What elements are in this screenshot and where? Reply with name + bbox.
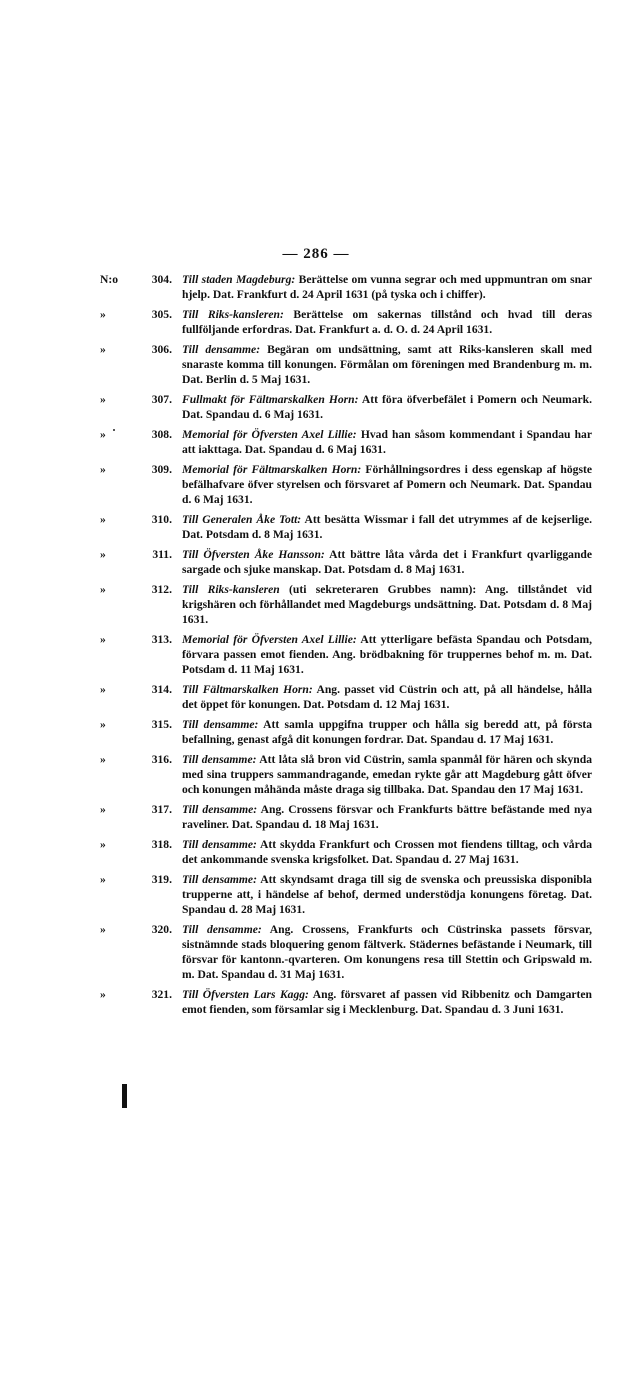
document-entry — [100, 582, 592, 628]
entry-title: Till densamme: — [182, 837, 257, 851]
entry-title: Till staden Magdeburg: — [182, 273, 296, 286]
entry-title: Fullmakt för Fältmarskalken Horn: — [182, 392, 359, 406]
entry-title: Memorial för Öfversten Axel Lillie: — [182, 632, 357, 646]
document-entry — [100, 462, 592, 508]
entry-title: Till Riks-kansleren: — [182, 307, 284, 321]
document-entry — [100, 427, 592, 457]
entry-text — [182, 752, 592, 798]
entry-body: Ang. passet vid Cüstrin och att, på all händelse, hålla det öppet för konungen. Dat. Potsdam d. 12 Maj 1631. — [182, 682, 592, 712]
entry-text — [182, 547, 592, 577]
entry-body: Att bättre låta vårda det i Frankfurt qvarliggande sargade och sjuke manskap. Dat. Potsdam d. 8 Maj 1631. — [182, 547, 592, 576]
entry-title: Till densamme: — [182, 802, 258, 816]
entry-title: Till Riks-kansleren — [182, 582, 280, 596]
entry-number-value: 309. — [151, 462, 172, 476]
document-entry — [100, 682, 592, 712]
entry-body: Att ytterligare befästa Spandau och Potsdam, förvara passen emot fienden. Ang. brödbakning för truppernes behof m. m. Dat. Potsdam d. 11 Maj 1631. — [182, 632, 593, 677]
entry-prefix: » — [100, 872, 106, 886]
entry-text — [182, 872, 592, 918]
entry-title: Memorial för Öfversten Axel Lillie: — [182, 427, 357, 441]
entry-number — [100, 582, 172, 628]
entry-prefix: » — [100, 802, 106, 816]
document-entry — [100, 922, 592, 983]
entry-title: Till Öfversten Lars Kagg: — [182, 988, 309, 1002]
entry-number — [100, 922, 172, 983]
entry-prefix: » — [100, 988, 106, 1002]
entry-text — [182, 922, 592, 983]
entry-title: Memorial för Fältmarskalken Horn: — [182, 462, 362, 476]
document-entry — [100, 837, 592, 867]
entry-text — [182, 272, 592, 302]
entry-prefix: » — [100, 752, 106, 766]
document-entry — [100, 632, 592, 678]
entry-number-value: 319. — [151, 872, 172, 886]
entry-number — [100, 427, 172, 457]
document-entry — [100, 987, 592, 1017]
entry-number — [100, 802, 172, 832]
entry-body: Att föra öfverbefälet i Pomern och Neumark. Dat. Spandau d. 6 Maj 1631. — [182, 392, 592, 422]
entry-number — [100, 547, 172, 577]
entry-number-value: 308. — [151, 427, 172, 441]
document-entry — [100, 752, 592, 798]
document-entry — [100, 512, 592, 542]
entry-title: Till Fältmarskalken Horn: — [182, 682, 313, 696]
entry-number — [100, 392, 172, 422]
entry-text — [182, 582, 592, 628]
entry-number — [100, 837, 172, 867]
entry-prefix: » — [100, 462, 106, 476]
entry-body: Berättelse om vunna segrar och med uppmuntran om snar hjelp. Dat. Frankfurt d. 24 April 1631 (på tyska och i chiffer). — [182, 273, 592, 302]
entry-prefix: » — [100, 307, 106, 321]
entry-number-value: 305. — [151, 307, 172, 321]
entry-number — [100, 987, 172, 1017]
entry-number-value: 316. — [151, 752, 172, 766]
entry-body: Förhållningsordres i dess egenskap af högste befälhafvare öfver styrelsen och försvaret af Pomern och Neumark. Dat. Spandau d. 6 Maj 1631. — [182, 462, 592, 507]
entry-prefix: » — [100, 922, 106, 936]
entry-body: Att samla uppgifna trupper och hålla sig beredd att, på första befallning, genast afgå dit konungen fordrar. Dat. Spandau d. 17 Maj 1631. — [182, 717, 592, 746]
entry-title: Till densamme: — [182, 752, 257, 766]
entry-number — [100, 462, 172, 508]
entry-number — [100, 682, 172, 712]
entry-text — [182, 342, 592, 388]
entry-number-value: 317. — [151, 802, 172, 816]
entry-number-value: 312. — [151, 582, 172, 596]
document-entry — [100, 547, 592, 577]
entry-body: Att låta slå bron vid Cüstrin, samla spanmål för hären och skynda med sina truppers sammandragande, emedan rykte går att Magdeburg gått öfver och konungen måhända måste draga sig tillbaka. Dat. Spandau den 17 Maj 1631. — [182, 752, 592, 797]
entry-text — [182, 462, 592, 508]
entry-number — [100, 342, 172, 388]
entry-number-value: 304. — [151, 273, 172, 286]
document-entry — [100, 802, 592, 832]
entry-number-value: 307. — [151, 392, 172, 406]
entry-text — [182, 427, 592, 457]
entry-body: Att skydda Frankfurt och Crossen mot fiendens tilltag, och vårda det ankommande svenska krigsfolket. Dat. Spandau d. 27 Maj 1631. — [182, 837, 592, 866]
entry-body: Ang. försvaret af passen vid Ribbenitz och Damgarten emot fienden, som församlar sig i Mecklenburg. Dat. Spandau d. 3 Juni 1631. — [182, 988, 592, 1017]
entry-text — [182, 632, 592, 678]
entry-text — [182, 717, 592, 747]
entry-title: Till densamme: — [182, 872, 257, 886]
entry-body: Hvad han såsom kommendant i Spandau har att iakttaga. Dat. Spandau d. 6 Maj 1631. — [182, 427, 592, 457]
entry-prefix: » — [100, 717, 106, 731]
entry-body: Begäran om undsättning, samt att Riks-kansleren skall med snaraste komma till konungen. Förmålan om föreningen med Brandenburg m. m. Dat. Berlin d. 5 Maj 1631. — [182, 342, 592, 387]
entry-number-value: 306. — [151, 342, 172, 356]
document-entry — [100, 717, 592, 747]
entry-number-value: 310. — [151, 512, 172, 526]
entry-prefix: N:o — [100, 273, 119, 286]
margin-mark — [122, 1084, 127, 1108]
document-entry — [100, 392, 592, 422]
entry-prefix: » — [100, 392, 106, 406]
entry-number — [100, 872, 172, 918]
entry-prefix: » — [100, 682, 106, 696]
entry-number-value: 313. — [151, 632, 172, 646]
entry-title: Till densamme: — [182, 717, 259, 731]
entry-prefix: » — [100, 837, 106, 851]
entry-number — [100, 272, 172, 302]
entry-text — [182, 802, 592, 832]
entry-title: Till Generalen Åke Tott: — [182, 512, 302, 526]
entry-number-value: 311. — [152, 547, 172, 561]
entry-body: Att skyndsamt draga till sig de svenska och preussiska disponibla trupperne att, i händelse af behof, dermed understödja konungens företag. Dat. Spandau d. 28 Maj 1631. — [182, 872, 592, 917]
document-entry — [100, 272, 592, 302]
entry-text — [182, 837, 592, 867]
entry-title: Till densamme: — [182, 342, 261, 356]
entry-prefix: » — [100, 342, 106, 356]
entry-prefix: » — [100, 512, 106, 526]
entry-prefix: » — [100, 427, 106, 441]
entry-number — [100, 632, 172, 678]
entry-body: Ang. Crossens försvar och Frankfurts bättre befästande med nya raveliner. Dat. Spandau d. 18 Maj 1631. — [182, 802, 592, 831]
entry-number-value: 315. — [151, 717, 172, 731]
entry-number — [100, 307, 172, 337]
document-entry — [100, 307, 592, 337]
entry-text — [182, 682, 592, 712]
document-entry — [100, 872, 592, 918]
entry-body: Ang. Crossens, Frankfurts och Cüstrinska passets försvar, sistnämnde stads bloquering genom fältverk. Städernes befästande i Neumark, till försvar för kantonn.-qvarteren. Om konungens resa till Stettin och Gripswald m. m. Dat. Spandau d. 31 Maj 1631. — [182, 922, 592, 982]
entry-title: Till Öfversten Åke Hansson: — [182, 547, 325, 561]
entry-list — [100, 272, 592, 1022]
entry-number — [100, 717, 172, 747]
entry-number-value: 321. — [151, 988, 172, 1002]
entry-prefix: » — [100, 582, 106, 596]
entry-text — [182, 987, 592, 1017]
entry-body: Berättelse om sakernas tillstånd och hvad till deras fullföljande erfordras. Dat. Frankfurt a. d. O. d. 24 April 1631. — [182, 307, 592, 337]
entry-number — [100, 512, 172, 542]
entry-number — [100, 752, 172, 798]
entry-text — [182, 307, 592, 337]
entry-number-value: 314. — [151, 682, 172, 696]
entry-prefix: » — [100, 632, 106, 646]
entry-prefix: » — [100, 547, 106, 561]
entry-number-value: 318. — [151, 837, 172, 851]
page-number: — 286 — — [282, 246, 350, 262]
entry-title: Till densamme: — [182, 922, 262, 936]
entry-text — [182, 392, 592, 422]
entry-body: Att besätta Wissmar i fall det utrymmes af de kejserlige. Dat. Potsdam d. 8 Maj 1631. — [182, 512, 592, 542]
entry-text — [182, 512, 592, 542]
entry-number-value: 320. — [151, 922, 172, 936]
document-entry — [100, 342, 592, 388]
entry-body: (uti sekreteraren Grubbes namn): Ang. tillståndet vid krigshären och förhållandet med Magdeburgs undsättning. Dat. Potsdam d. 8 Maj 1631. — [182, 582, 592, 627]
